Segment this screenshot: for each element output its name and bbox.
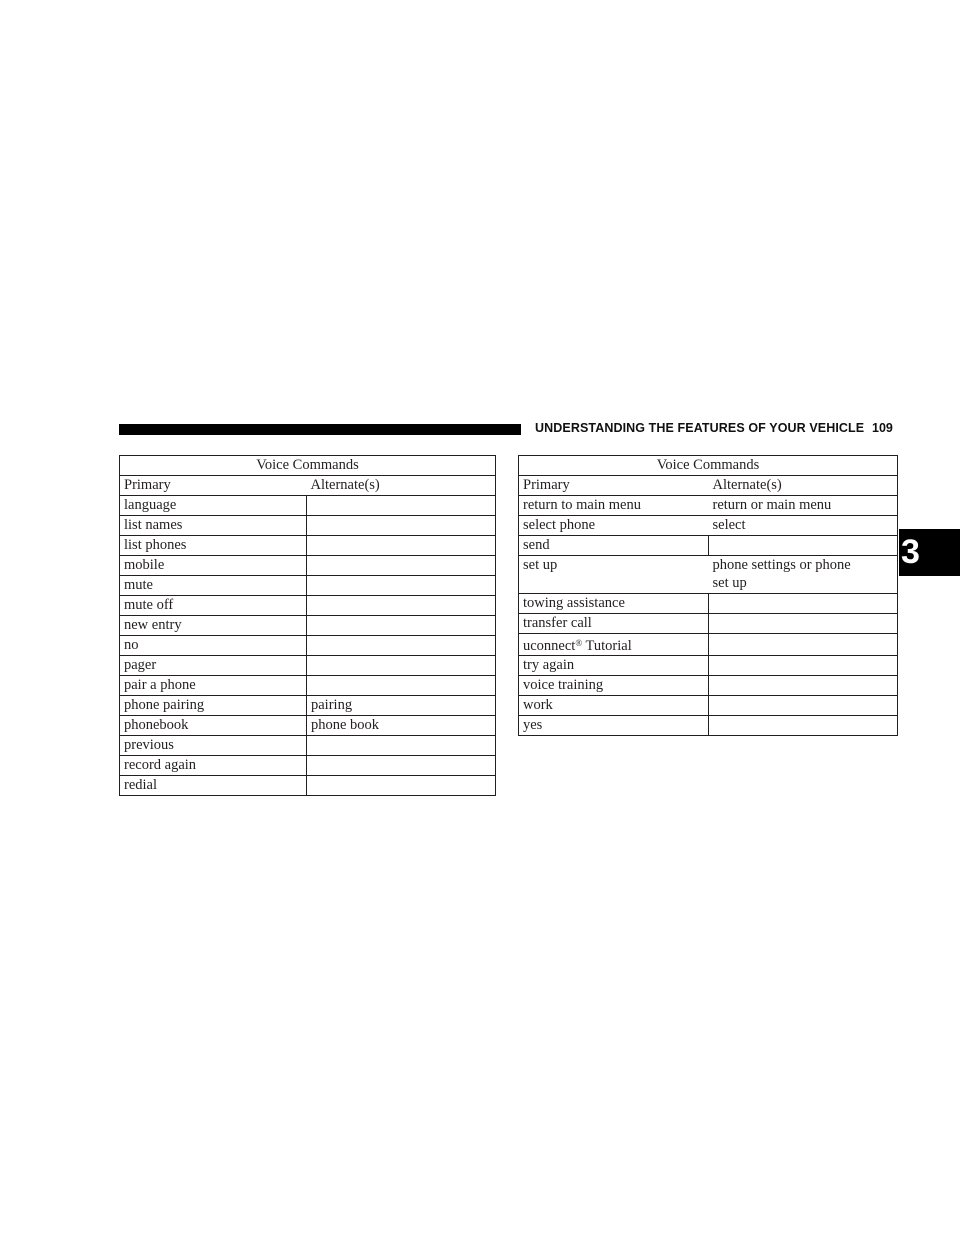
- primary-cell: try again: [519, 656, 709, 676]
- table-row: [519, 496, 898, 516]
- primary-cell: transfer call: [519, 614, 709, 634]
- alternate-cell: [307, 776, 496, 796]
- primary-cell: select phone: [519, 516, 709, 536]
- alternate-cell: [709, 594, 898, 614]
- table-row: [120, 536, 496, 556]
- table-header-row: [120, 476, 496, 496]
- alternate-cell: [709, 656, 898, 676]
- table-row: [519, 594, 898, 614]
- primary-cell: pager: [120, 656, 307, 676]
- column-header-alternate: Alternate(s): [709, 476, 898, 496]
- table-row: [120, 736, 496, 756]
- table-row: [120, 676, 496, 696]
- table-row: [120, 576, 496, 596]
- primary-cell: list phones: [120, 536, 307, 556]
- alternate-cell: [307, 756, 496, 776]
- alternate-cell: [307, 656, 496, 676]
- alternate-cell: [307, 596, 496, 616]
- table-row: [120, 596, 496, 616]
- alternate-cell: [307, 676, 496, 696]
- registered-mark: ®: [575, 638, 583, 648]
- alternate-cell: pairing: [307, 696, 496, 716]
- table-row: [120, 516, 496, 536]
- table-row: [519, 716, 898, 736]
- column-header-primary: Primary: [519, 476, 709, 496]
- primary-cell: mobile: [120, 556, 307, 576]
- chapter-tab: [899, 529, 960, 576]
- primary-cell: [519, 634, 709, 656]
- alternate-cell: [307, 636, 496, 656]
- primary-cell: language: [120, 496, 307, 516]
- table-row: [519, 516, 898, 536]
- table-row: [120, 616, 496, 636]
- table-row: [519, 536, 898, 556]
- alternate-cell: [709, 716, 898, 736]
- primary-cell: phonebook: [120, 716, 307, 736]
- table-row: [519, 556, 898, 594]
- column-header-primary: Primary: [120, 476, 307, 496]
- table-row: [120, 636, 496, 656]
- alternate-cell: phone book: [307, 716, 496, 736]
- section-header-title: UNDERSTANDING THE FEATURES OF YOUR VEHICLE: [535, 421, 865, 435]
- alternate-cell: [307, 496, 496, 516]
- table-header-row: [519, 476, 898, 496]
- voice-commands-table-right: [518, 455, 898, 736]
- table-row: [519, 614, 898, 634]
- table-row: [120, 656, 496, 676]
- table-row: [120, 696, 496, 716]
- primary-cell: mute: [120, 576, 307, 596]
- alternate-cell: [307, 736, 496, 756]
- table-title: Voice Commands: [120, 456, 496, 476]
- primary-cell: send: [519, 536, 709, 556]
- alternate-cell: [307, 536, 496, 556]
- table-row: [519, 676, 898, 696]
- primary-cell: work: [519, 696, 709, 716]
- primary-cell: previous: [120, 736, 307, 756]
- table-row: [519, 696, 898, 716]
- primary-cell: voice training: [519, 676, 709, 696]
- alternate-line-2: set up: [712, 575, 747, 591]
- alternate-cell: [709, 536, 898, 556]
- primary-cell: list names: [120, 516, 307, 536]
- alternate-line-1: phone settings or phone: [712, 557, 851, 573]
- primary-cell: redial: [120, 776, 307, 796]
- primary-cell: return to main menu: [519, 496, 709, 516]
- alternate-cell: [709, 676, 898, 696]
- primary-cell: phone pairing: [120, 696, 307, 716]
- table-row: [519, 656, 898, 676]
- page-number: 109: [872, 421, 893, 435]
- table-row: [120, 556, 496, 576]
- table-row: [120, 776, 496, 796]
- primary-cell: no: [120, 636, 307, 656]
- chapter-tab-number: 3: [901, 533, 920, 571]
- primary-cell: set up: [519, 556, 709, 594]
- primary-text: uconnect: [523, 638, 576, 654]
- alternate-cell: [307, 556, 496, 576]
- primary-cell: yes: [519, 716, 709, 736]
- alternate-cell: [709, 634, 898, 656]
- table-row: [120, 756, 496, 776]
- primary-suffix: Tutorial: [582, 638, 632, 654]
- alternate-cell: [709, 696, 898, 716]
- alternate-cell: return or main menu: [709, 496, 898, 516]
- primary-cell: mute off: [120, 596, 307, 616]
- header-rule-bar: [119, 424, 521, 435]
- table-row: [120, 496, 496, 516]
- table-row: [120, 716, 496, 736]
- alternate-cell: [709, 556, 898, 594]
- table-row: [519, 634, 898, 656]
- primary-cell: towing assistance: [519, 594, 709, 614]
- alternate-cell: [307, 576, 496, 596]
- alternate-cell: select: [709, 516, 898, 536]
- primary-cell: pair a phone: [120, 676, 307, 696]
- column-header-alternate: Alternate(s): [307, 476, 496, 496]
- alternate-cell: [307, 616, 496, 636]
- primary-cell: record again: [120, 756, 307, 776]
- primary-cell: new entry: [120, 616, 307, 636]
- alternate-cell: [307, 516, 496, 536]
- voice-commands-table-left: [119, 455, 496, 796]
- alternate-cell: [709, 614, 898, 634]
- table-title: Voice Commands: [519, 456, 898, 476]
